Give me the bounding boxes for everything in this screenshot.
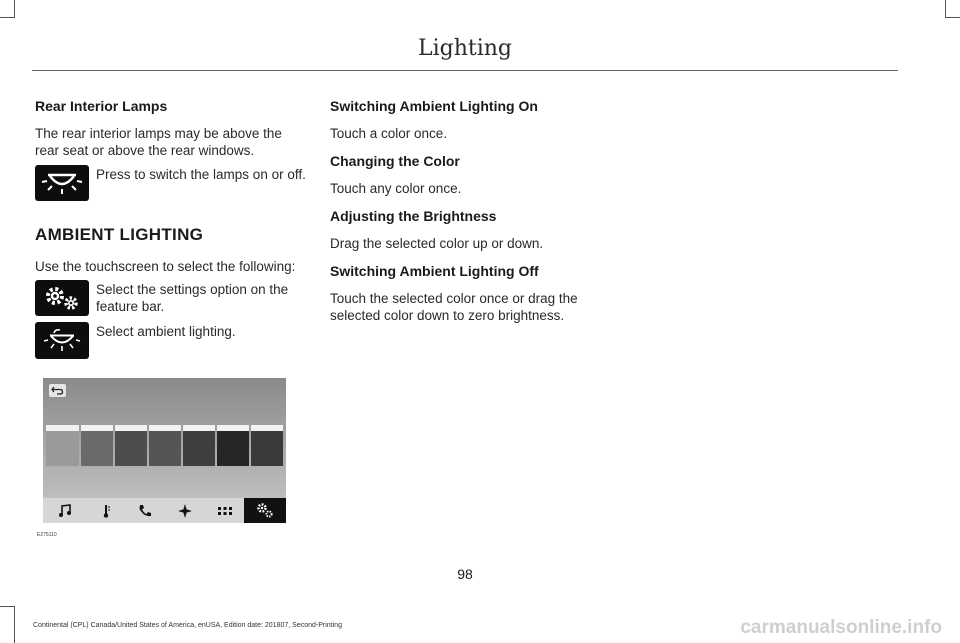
crop-mark xyxy=(945,0,946,18)
crop-mark xyxy=(945,17,960,18)
touchscreen-illustration xyxy=(43,378,286,523)
rear-lamp-caption: Press to switch the lamps on or off. xyxy=(96,167,306,182)
switch-on-heading: Switching Ambient Lighting On xyxy=(330,98,538,114)
ambient-lighting-intro: Use the touchscreen to select the following: xyxy=(35,259,296,274)
watermark: carmanualsonline.info xyxy=(740,617,942,638)
edition-footer: Continental (CPL) Canada/United States of America, enUSA, Edition date: 201807, Second-Printing xyxy=(33,622,342,629)
settings-button-icon xyxy=(35,280,89,316)
change-color-body: Touch any color once. xyxy=(330,181,462,196)
color-swatch[interactable] xyxy=(149,425,181,466)
crop-mark xyxy=(14,606,15,643)
figure-code: E275110 xyxy=(37,532,57,538)
crop-mark xyxy=(0,17,15,18)
feature-bar xyxy=(43,498,286,523)
color-swatch[interactable] xyxy=(115,425,147,466)
page-title: Lighting xyxy=(417,36,513,61)
gears-icon xyxy=(40,283,84,313)
ambient-lighting-heading: AMBIENT LIGHTING xyxy=(35,225,204,244)
change-color-heading: Changing the Color xyxy=(330,153,460,169)
brightness-heading: Adjusting the Brightness xyxy=(330,208,497,224)
rear-interior-lamps-heading: Rear Interior Lamps xyxy=(35,98,168,114)
brightness-body: Drag the selected color up or down. xyxy=(330,236,544,251)
header-divider xyxy=(32,70,898,71)
ambient-light-icon xyxy=(40,327,84,355)
ambient-lighting-button-icon xyxy=(35,322,89,359)
settings-icon xyxy=(256,502,274,519)
page-number: 98 xyxy=(457,566,473,582)
climate-icon[interactable] xyxy=(98,503,114,519)
color-swatch[interactable] xyxy=(183,425,215,466)
color-swatch[interactable] xyxy=(217,425,249,466)
color-swatch[interactable] xyxy=(46,425,79,466)
color-swatch[interactable] xyxy=(251,425,283,466)
settings-caption: Select the settings option on the feature bar. xyxy=(96,282,289,314)
apps-icon[interactable] xyxy=(217,503,233,519)
navigation-icon[interactable] xyxy=(177,503,193,519)
rear-interior-lamps-body: The rear interior lamps may be above the rear seat or above the rear windows. xyxy=(35,126,282,158)
back-button[interactable] xyxy=(49,384,66,397)
switch-off-body: Touch the selected color once or drag the selected color down to zero brightness. xyxy=(330,291,578,323)
rear-lamp-button-icon xyxy=(35,165,89,201)
switch-off-heading: Switching Ambient Lighting Off xyxy=(330,263,539,279)
ambient-caption: Select ambient lighting. xyxy=(96,324,236,339)
color-swatch[interactable] xyxy=(81,425,113,466)
back-arrow-icon xyxy=(49,384,66,397)
music-icon[interactable] xyxy=(57,503,73,519)
crop-mark xyxy=(14,0,15,18)
switch-on-body: Touch a color once. xyxy=(330,126,448,141)
dome-lamp-icon xyxy=(41,170,83,196)
phone-icon[interactable] xyxy=(137,503,153,519)
crop-mark xyxy=(0,606,15,607)
settings-tab[interactable] xyxy=(244,498,286,523)
